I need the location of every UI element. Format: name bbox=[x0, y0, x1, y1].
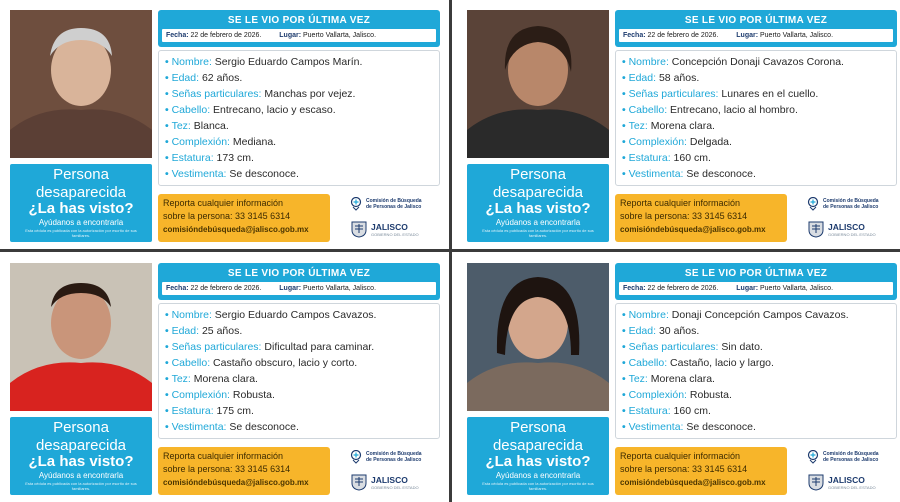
last-seen-details bbox=[162, 282, 436, 295]
edad-row: • Edad: 62 años. bbox=[165, 72, 243, 84]
persona-label: Persona bbox=[510, 166, 566, 183]
edad-value: 25 años. bbox=[201, 325, 243, 337]
report-email: comisióndebúsqueda@jalisco.gob.mx bbox=[163, 478, 309, 487]
fine-print: Esta cédula es publicada con la autorización por escrito de sus familiares. bbox=[482, 481, 594, 491]
missing-person-card-2 bbox=[459, 2, 899, 246]
senas-value: Dificultad para caminar. bbox=[264, 341, 375, 353]
jalisco-logo-text: JALISCO GOBIERNO DEL ESTADO bbox=[828, 474, 876, 490]
nombre-row: • Nombre: Sergio Eduardo Campos Marín. bbox=[165, 56, 363, 68]
report-line-1: Reporta cualquier información bbox=[163, 451, 284, 461]
lugar-label: Lugar: bbox=[736, 32, 759, 39]
nombre-row: • Nombre: Sergio Eduardo Campos Cavazos. bbox=[165, 309, 377, 321]
comision-logo-icon bbox=[807, 450, 819, 464]
senas-row: • Señas particulares: Manchas por vejez. bbox=[165, 88, 356, 100]
person-photo bbox=[10, 10, 152, 158]
cabello-value: Entrecano, lacio y escaso. bbox=[213, 104, 336, 116]
comision-logo-text: Comisión de Búsqueda de Personas de Jalisco bbox=[366, 198, 422, 210]
report-email: comisióndebúsqueda@jalisco.gob.mx bbox=[620, 225, 766, 234]
persona-label: Persona bbox=[53, 419, 109, 436]
vestimenta-value: Se desconoce. bbox=[686, 168, 756, 180]
report-line-1: Reporta cualquier información bbox=[620, 198, 741, 208]
person-photo bbox=[467, 263, 609, 411]
lugar-label: Lugar: bbox=[279, 285, 302, 292]
last-seen-header bbox=[158, 263, 440, 300]
missing-person-banner bbox=[467, 417, 609, 495]
report-email: comisióndebúsqueda@jalisco.gob.mx bbox=[620, 478, 766, 487]
fecha-label: Fecha: bbox=[166, 32, 189, 39]
fine-print: Esta cédula es publicada con la autorización por escrito de sus familiares. bbox=[25, 228, 137, 238]
missing-person-card-4 bbox=[459, 255, 899, 499]
edad-value: 30 años. bbox=[658, 325, 700, 337]
nombre-value: Concepción Donaji Cavazos Corona. bbox=[671, 56, 844, 68]
desaparecida-label: desaparecida bbox=[35, 437, 127, 454]
person-details bbox=[615, 50, 897, 186]
report-box bbox=[158, 447, 330, 495]
fecha-label: Fecha: bbox=[623, 285, 646, 292]
vestimenta-row: • Vestimenta: Se desconoce. bbox=[622, 168, 756, 180]
estatura-row: • Estatura: 173 cm. bbox=[165, 152, 254, 164]
last-seen-title: SE LE VIO POR ÚLTIMA VEZ bbox=[227, 268, 371, 279]
desaparecida-label: desaparecida bbox=[492, 184, 584, 201]
senas-row: • Señas particulares: Dificultad para caminar. bbox=[165, 341, 375, 353]
fecha-label: Fecha: bbox=[166, 285, 189, 292]
vestimenta-value: Se desconoce. bbox=[229, 421, 299, 433]
report-phone: sobre la persona: 33 3145 6314 bbox=[620, 211, 748, 221]
seen-question: ¿La has visto? bbox=[485, 453, 591, 470]
complexion-row: • Complexión: Delgada. bbox=[622, 136, 732, 148]
tez-row: • Tez: Morena clara. bbox=[622, 373, 715, 385]
complexion-row: • Complexión: Mediana. bbox=[165, 136, 277, 148]
missing-person-banner bbox=[10, 164, 152, 242]
person-photo bbox=[10, 263, 152, 411]
nombre-value: Sergio Eduardo Campos Marín. bbox=[214, 56, 363, 68]
estatura-value: 160 cm. bbox=[673, 405, 711, 417]
logos bbox=[793, 447, 897, 495]
complexion-row: • Complexión: Robusta. bbox=[622, 389, 732, 401]
estatura-value: 175 cm. bbox=[216, 405, 254, 417]
logos bbox=[336, 447, 440, 495]
cabello-row: • Cabello: Castaño, lacio y largo. bbox=[622, 357, 774, 369]
tez-value: Morena clara. bbox=[650, 120, 715, 132]
person-details bbox=[158, 303, 440, 439]
missing-person-card-3 bbox=[2, 255, 442, 499]
tez-value: Morena clara. bbox=[650, 373, 715, 385]
person-photo-illustration bbox=[467, 263, 609, 411]
jalisco-logo-text: JALISCO GOBIERNO DEL ESTADO bbox=[371, 474, 419, 490]
seen-question: ¿La has visto? bbox=[485, 200, 591, 217]
fine-print: Esta cédula es publicada con la autorización por escrito de sus familiares. bbox=[25, 481, 137, 491]
vestimenta-value: Se desconoce. bbox=[229, 168, 299, 180]
comision-logo-text: Comisión de Búsqueda de Personas de Jalisco bbox=[366, 451, 422, 463]
last-seen-title: SE LE VIO POR ÚLTIMA VEZ bbox=[227, 15, 371, 26]
fecha-value: 22 de febrero de 2026. bbox=[647, 285, 719, 292]
lugar-label: Lugar: bbox=[736, 285, 759, 292]
persona-label: Persona bbox=[53, 166, 109, 183]
senas-value: Lunares en el cuello. bbox=[721, 88, 819, 100]
cabello-value: Castaño obscuro, lacio y corto. bbox=[213, 357, 358, 369]
fecha-value: 22 de febrero de 2026. bbox=[190, 285, 262, 292]
jalisco-shield-icon bbox=[807, 220, 825, 238]
report-line-1: Reporta cualquier información bbox=[163, 198, 284, 208]
missing-person-card-1 bbox=[2, 2, 442, 246]
jalisco-logo-text: JALISCO GOBIERNO DEL ESTADO bbox=[828, 221, 876, 237]
edad-value: 58 años. bbox=[658, 72, 700, 84]
lugar-value: Puerto Vallarta, Jalisco. bbox=[303, 285, 377, 292]
last-seen-header bbox=[615, 263, 897, 300]
estatura-row: • Estatura: 175 cm. bbox=[165, 405, 254, 417]
comision-logo-icon bbox=[350, 197, 362, 211]
tez-value: Blanca. bbox=[193, 120, 229, 132]
last-seen-details bbox=[619, 29, 893, 42]
seen-question: ¿La has visto? bbox=[28, 200, 134, 217]
last-seen-details bbox=[162, 29, 436, 42]
report-phone: sobre la persona: 33 3145 6314 bbox=[620, 464, 748, 474]
report-phone: sobre la persona: 33 3145 6314 bbox=[163, 211, 291, 221]
vestimenta-row: • Vestimenta: Se desconoce. bbox=[165, 421, 299, 433]
tez-value: Morena clara. bbox=[193, 373, 258, 385]
person-photo-illustration bbox=[10, 263, 152, 411]
estatura-value: 173 cm. bbox=[216, 152, 254, 164]
person-photo-illustration bbox=[467, 10, 609, 158]
edad-row: • Edad: 58 años. bbox=[622, 72, 700, 84]
person-photo-illustration bbox=[10, 10, 152, 158]
last-seen-header bbox=[158, 10, 440, 47]
estatura-row: • Estatura: 160 cm. bbox=[622, 152, 711, 164]
desaparecida-label: desaparecida bbox=[35, 184, 127, 201]
cabello-value: Castaño, lacio y largo. bbox=[670, 357, 774, 369]
complexion-value: Mediana. bbox=[232, 136, 277, 148]
complexion-value: Robusta. bbox=[232, 389, 275, 401]
senas-row: • Señas particulares: Lunares en el cuello. bbox=[622, 88, 819, 100]
edad-value: 62 años. bbox=[201, 72, 243, 84]
report-box bbox=[158, 194, 330, 242]
report-box bbox=[615, 447, 787, 495]
cabello-row: • Cabello: Entrecano, lacio y escaso. bbox=[165, 104, 336, 116]
jalisco-logo-text: JALISCO GOBIERNO DEL ESTADO bbox=[371, 221, 419, 237]
nombre-row: • Nombre: Concepción Donaji Cavazos Corona. bbox=[622, 56, 844, 68]
jalisco-shield-icon bbox=[350, 220, 368, 238]
desaparecida-label: desaparecida bbox=[492, 437, 584, 454]
fecha-value: 22 de febrero de 2026. bbox=[647, 32, 719, 39]
report-box bbox=[615, 194, 787, 242]
tez-row: • Tez: Blanca. bbox=[165, 120, 229, 132]
last-seen-title: SE LE VIO POR ÚLTIMA VEZ bbox=[684, 268, 828, 279]
cabello-row: • Cabello: Entrecano, lacio al hombro. bbox=[622, 104, 798, 116]
report-phone: sobre la persona: 33 3145 6314 bbox=[163, 464, 291, 474]
logos bbox=[336, 194, 440, 242]
estatura-value: 160 cm. bbox=[673, 152, 711, 164]
edad-row: • Edad: 25 años. bbox=[165, 325, 243, 337]
fecha-label: Fecha: bbox=[623, 32, 646, 39]
fine-print: Esta cédula es publicada con la autorización por escrito de sus familiares. bbox=[482, 228, 594, 238]
help-text: Ayúdanos a encontrarla bbox=[495, 218, 581, 227]
seen-question: ¿La has visto? bbox=[28, 453, 134, 470]
nombre-row: • Nombre: Donaji Concepción Campos Cavazos. bbox=[622, 309, 849, 321]
nombre-value: Donaji Concepción Campos Cavazos. bbox=[671, 309, 849, 321]
persona-label: Persona bbox=[510, 419, 566, 436]
person-photo bbox=[467, 10, 609, 158]
missing-person-banner bbox=[10, 417, 152, 495]
lugar-label: Lugar: bbox=[279, 32, 302, 39]
senas-value: Manchas por vejez. bbox=[264, 88, 356, 100]
cabello-row: • Cabello: Castaño obscuro, lacio y corto. bbox=[165, 357, 358, 369]
cabello-value: Entrecano, lacio al hombro. bbox=[670, 104, 798, 116]
tez-row: • Tez: Morena clara. bbox=[165, 373, 258, 385]
lugar-value: Puerto Vallarta, Jalisco. bbox=[760, 32, 834, 39]
complexion-value: Delgada. bbox=[689, 136, 732, 148]
help-text: Ayúdanos a encontrarla bbox=[38, 218, 124, 227]
last-seen-header bbox=[615, 10, 897, 47]
lugar-value: Puerto Vallarta, Jalisco. bbox=[303, 32, 377, 39]
vestimenta-value: Se desconoce. bbox=[686, 421, 756, 433]
nombre-value: Sergio Eduardo Campos Cavazos. bbox=[214, 309, 377, 321]
comision-logo-text: Comisión de Búsqueda de Personas de Jalisco bbox=[823, 198, 879, 210]
estatura-row: • Estatura: 160 cm. bbox=[622, 405, 711, 417]
last-seen-title: SE LE VIO POR ÚLTIMA VEZ bbox=[684, 15, 828, 26]
help-text: Ayúdanos a encontrarla bbox=[38, 471, 124, 480]
horizontal-divider bbox=[0, 249, 900, 252]
comision-logo-text: Comisión de Búsqueda de Personas de Jalisco bbox=[823, 451, 879, 463]
comision-logo-icon bbox=[350, 450, 362, 464]
report-email: comisióndebúsqueda@jalisco.gob.mx bbox=[163, 225, 309, 234]
jalisco-shield-icon bbox=[350, 473, 368, 491]
vestimenta-row: • Vestimenta: Se desconoce. bbox=[622, 421, 756, 433]
complexion-row: • Complexión: Robusta. bbox=[165, 389, 275, 401]
comision-logo-icon bbox=[807, 197, 819, 211]
fecha-value: 22 de febrero de 2026. bbox=[190, 32, 262, 39]
last-seen-details bbox=[619, 282, 893, 295]
help-text: Ayúdanos a encontrarla bbox=[495, 471, 581, 480]
senas-row: • Señas particulares: Sin dato. bbox=[622, 341, 763, 353]
vestimenta-row: • Vestimenta: Se desconoce. bbox=[165, 168, 299, 180]
person-details bbox=[615, 303, 897, 439]
senas-value: Sin dato. bbox=[721, 341, 763, 353]
edad-row: • Edad: 30 años. bbox=[622, 325, 700, 337]
jalisco-shield-icon bbox=[807, 473, 825, 491]
report-line-1: Reporta cualquier información bbox=[620, 451, 741, 461]
missing-person-banner bbox=[467, 164, 609, 242]
logos bbox=[793, 194, 897, 242]
person-details bbox=[158, 50, 440, 186]
complexion-value: Robusta. bbox=[689, 389, 732, 401]
tez-row: • Tez: Morena clara. bbox=[622, 120, 715, 132]
lugar-value: Puerto Vallarta, Jalisco. bbox=[760, 285, 834, 292]
